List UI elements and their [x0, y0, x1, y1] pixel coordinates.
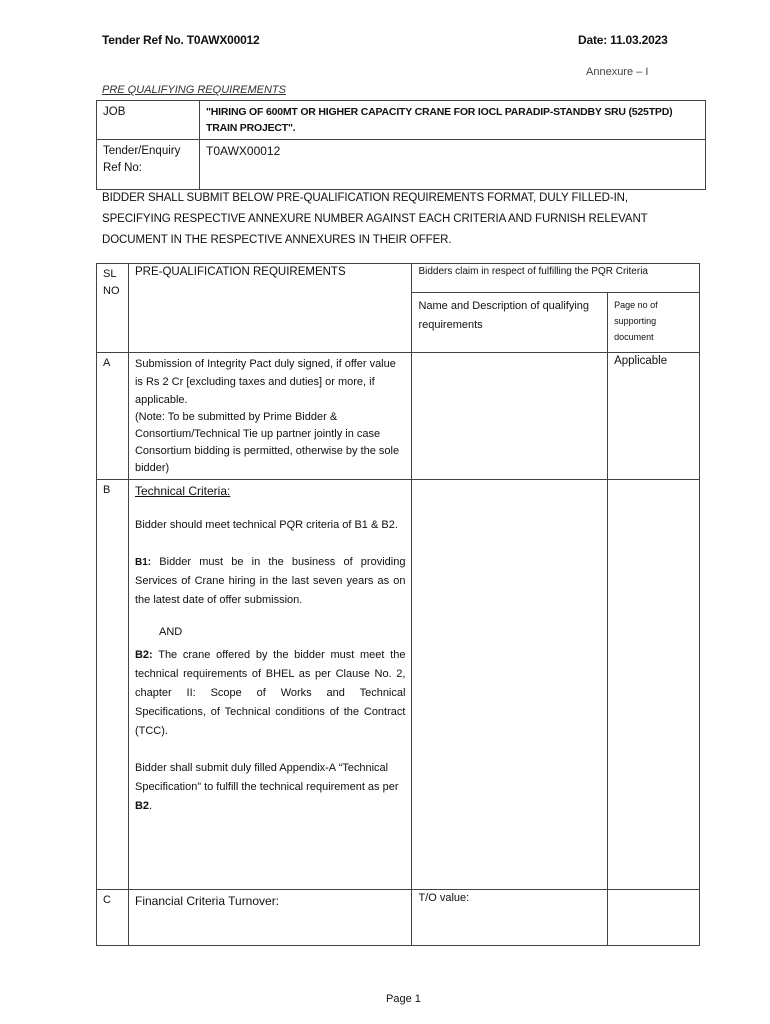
table-row — [97, 890, 700, 946]
instructions: BIDDER SHALL SUBMIT BELOW PRE-QUALIFICATION REQUIREMENTS FORMAT, DULY FILLED-IN, SPECIFYING RESPECTIVE ANNEXURE NUMBER AGAINST EACH CRITERIA AND FURNISH RELEVANT DOCUMENT IN THE RESPECTIVE ANNEXURES IN THEIR OFFER. — [102, 192, 648, 246]
appendix-ref: B2 — [134, 800, 150, 812]
ref-label-line-1: Tender/Enquiry — [103, 145, 181, 157]
claim-header: Bidders claim in respect of fulfilling the PQR Criteria — [412, 264, 700, 293]
row-a-claim — [412, 353, 608, 480]
page-no-header: Page no of supporting document — [608, 293, 700, 353]
row-c-to-value: T/O value: — [412, 890, 608, 946]
section-title: PRE QUALIFYING REQUIREMENTS — [102, 84, 286, 96]
row-b-intro: Bidder should meet technical PQR criteria of B1 & B2. — [134, 519, 398, 531]
ref-row — [97, 140, 706, 190]
name-desc-header: Name and Description of qualifying requirements — [412, 293, 608, 353]
sl-header — [97, 264, 129, 353]
row-b-appendix — [135, 759, 405, 816]
row-c-sl: C — [97, 890, 129, 946]
row-b-page — [608, 480, 700, 890]
document-date: Date: 11.03.2023 — [578, 33, 668, 47]
row-a-sl: A — [97, 353, 129, 480]
b1-text: Bidder must be in the business of providing Services of Crane hiring in the last seven years as on the latest date of offer submission. — [134, 556, 406, 606]
b1-label: B1: — [134, 557, 152, 568]
row-b-requirement — [128, 480, 411, 890]
row-b-sl: B — [97, 480, 129, 890]
row-b-title: Technical Criteria: — [134, 484, 231, 498]
job-row — [97, 101, 706, 140]
sl-header-line-2: NO — [103, 285, 120, 297]
row-b2 — [135, 646, 405, 741]
tender-ref: Tender Ref No. T0AWX00012 — [102, 33, 260, 47]
row-c-page — [608, 890, 700, 946]
row-a-note: (Note: To be submitted by Prime Bidder & Consortium/Technical Tie up partner jointly in case Consortium bidding is permitted, otherwise by the sole bidder) — [134, 411, 400, 474]
sl-header-line-1: SL — [103, 268, 117, 280]
row-b-claim — [412, 480, 608, 890]
pqr-header-row — [97, 264, 700, 293]
b2-label: B2: — [134, 649, 153, 661]
table-row — [97, 480, 700, 890]
ref-label-line-2: Ref No: — [103, 162, 142, 174]
page-number: Page 1 — [386, 993, 421, 1005]
pqr-table — [96, 263, 700, 946]
ref-value: T0AWX00012 — [200, 140, 706, 190]
and-label: AND — [158, 626, 183, 638]
appendix-end: . — [149, 800, 153, 812]
pqr-header: PRE-QUALIFICATION REQUIREMENTS — [128, 264, 411, 353]
row-b1 — [135, 553, 405, 610]
row-a-page: Applicable — [608, 353, 700, 480]
annexure-label: Annexure – I — [586, 66, 649, 78]
row-a-text: Submission of Integrity Pact duly signed, if offer value is Rs 2 Cr [excluding taxes and duties] or more, if applicable. — [134, 358, 396, 406]
job-table — [96, 100, 706, 190]
b2-text: The crane offered by the bidder must meet the technical requirements of BHEL as per Clause No. 2, chapter II: Scope of Works and Technical Specifications, of Technical conditions of the Contract (TCC). — [134, 649, 406, 737]
job-label: JOB — [97, 101, 200, 140]
appendix-text: Bidder shall submit duly filled Appendix-A “Technical Specification” to fulfill the technical requirement as per — [134, 762, 399, 793]
table-row — [97, 353, 700, 480]
row-a-requirement — [128, 353, 411, 480]
ref-label — [97, 140, 200, 190]
job-value: "HIRING OF 600MT OR HIGHER CAPACITY CRANE FOR IOCL PARADIP-STANDBY SRU (525TPD) TRAIN PROJECT". — [200, 101, 706, 140]
row-c-requirement: Financial Criteria Turnover: — [128, 890, 411, 946]
